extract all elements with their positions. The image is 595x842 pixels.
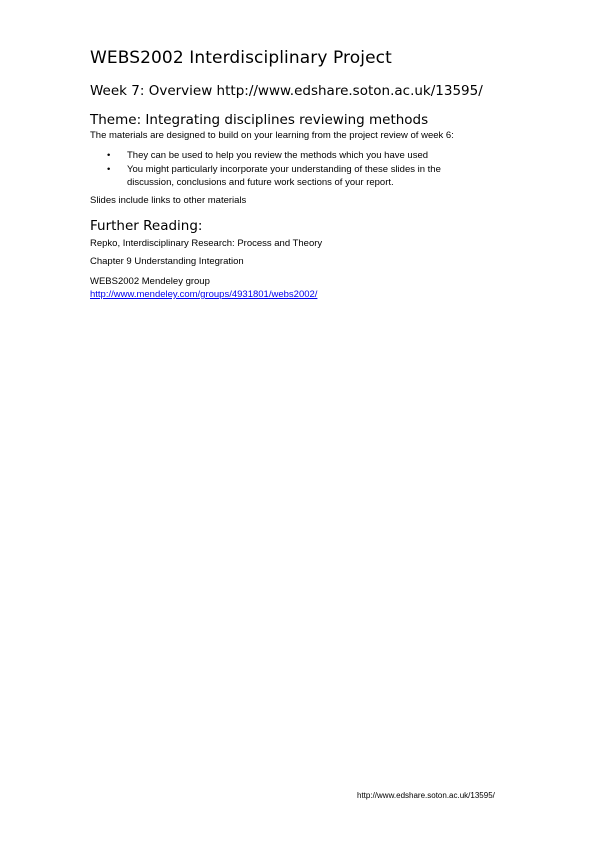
document-title: WEBS2002 Interdisciplinary Project: [90, 48, 392, 68]
bullet-text: [127, 163, 477, 189]
reference-item: Chapter 9 Understanding Integration: [90, 256, 244, 267]
list-item: [90, 149, 510, 162]
bullet-line: You might particularly incorporate your understanding of these slides in the: [127, 164, 441, 175]
bullet-line: They can be used to help you review the methods which you have used: [127, 150, 429, 161]
bullet-list: [90, 149, 510, 190]
reference-item: Repko, Interdisciplinary Research: Process and Theory: [90, 238, 323, 249]
reference-item: WEBS2002 Mendeley group: [90, 276, 210, 287]
bullet-line: discussion, conclusions and future work sections of your report.: [127, 177, 394, 188]
intro-paragraph: The materials are designed to build on your learning from the project review of week 6:: [90, 130, 454, 141]
theme-heading: Theme: Integrating disciplines reviewing methods: [90, 112, 429, 128]
footer-url: http://www.edshare.soton.ac.uk/13595/: [357, 791, 495, 800]
list-item: [90, 163, 510, 189]
week-heading: Week 7: Overview http://www.edshare.soton.ac.uk/13595/: [90, 83, 483, 99]
further-reading-heading: Further Reading:: [90, 218, 203, 234]
bullet-marker: •: [107, 150, 111, 161]
mendeley-group-link[interactable]: http://www.mendeley.com/groups/4931801/webs2002/: [90, 289, 318, 300]
bullet-marker: •: [107, 164, 111, 175]
bullet-text: [127, 149, 477, 162]
slides-note: Slides include links to other materials: [90, 195, 247, 206]
